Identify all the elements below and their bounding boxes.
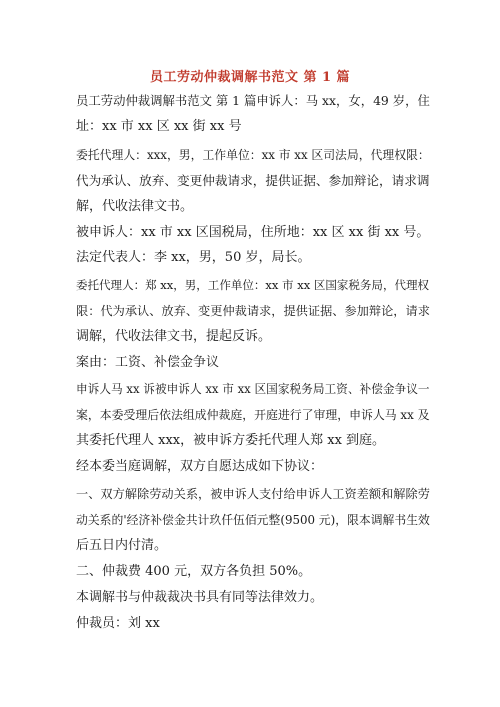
text-line: 解，代收法律文书。	[76, 199, 194, 214]
text-line: 委托代理人：xxx，男，工作单位：xx 市 xx 区司法局，代理权限：	[76, 148, 430, 162]
text-line: 限：代为承认、放弃、变更仲裁请求，提供证据、参加辩论，请求	[76, 304, 430, 318]
text-line: 二、仲裁费 400 元，双方各负担 50%。	[76, 564, 312, 579]
text-line: 其委托代理人 xxx，被申诉方委托代理人郑 xx 到庭。	[76, 433, 386, 448]
document-title: 员工劳动仲裁调解书范文 第 1 篇	[149, 70, 351, 85]
text-line: 员工劳动仲裁调解书范文 第 1 篇申诉人：马 xx，女，49 岁，住	[76, 94, 430, 108]
text-line: 法定代表人：李 xx，男，50 岁，局长。	[76, 250, 311, 265]
text-line: 一、双方解除劳动关系，被申诉人支付给申诉人工资差额和解除劳	[76, 487, 430, 501]
text-line: 动关系的'经济补偿金共计玖仟伍佰元整(9500 元)，限本调解书生效	[76, 513, 430, 527]
text-line: 后五日内付清。	[76, 538, 168, 553]
text-line: 被申诉人：xx 市 xx 区国税局，住所地：xx 区 xx 街 xx 号。	[76, 225, 430, 240]
text-line: 案，本委受理后依法组成仲裁庭，开庭进行了审理，申诉人马 xx 及	[76, 408, 430, 422]
text-line: 仲裁员：刘 xx	[76, 616, 160, 631]
text-line: 申诉人马 xx 诉被申诉人 xx 市 xx 区国家税务局工资、补偿金争议一	[76, 382, 430, 396]
text-line: 本调解书与仲裁裁决书具有同等法律效力。	[76, 590, 324, 605]
text-line: 代为承认、放弃、变更仲裁请求，提供证据、参加辩论，请求调	[76, 173, 430, 188]
text-line: 调解，代收法律文书，提起反诉。	[76, 329, 272, 344]
text-line: 址：xx 市 xx 区 xx 街 xx 号	[76, 119, 242, 134]
text-line: 经本委当庭调解，双方自愿达成如下协议：	[76, 459, 324, 474]
text-line: 委托代理人：郑 xx，男，工作单位：xx 市 xx 区国家税务局，代理权	[76, 278, 430, 292]
text-line: 案由：工资、补偿金争议	[76, 355, 220, 370]
